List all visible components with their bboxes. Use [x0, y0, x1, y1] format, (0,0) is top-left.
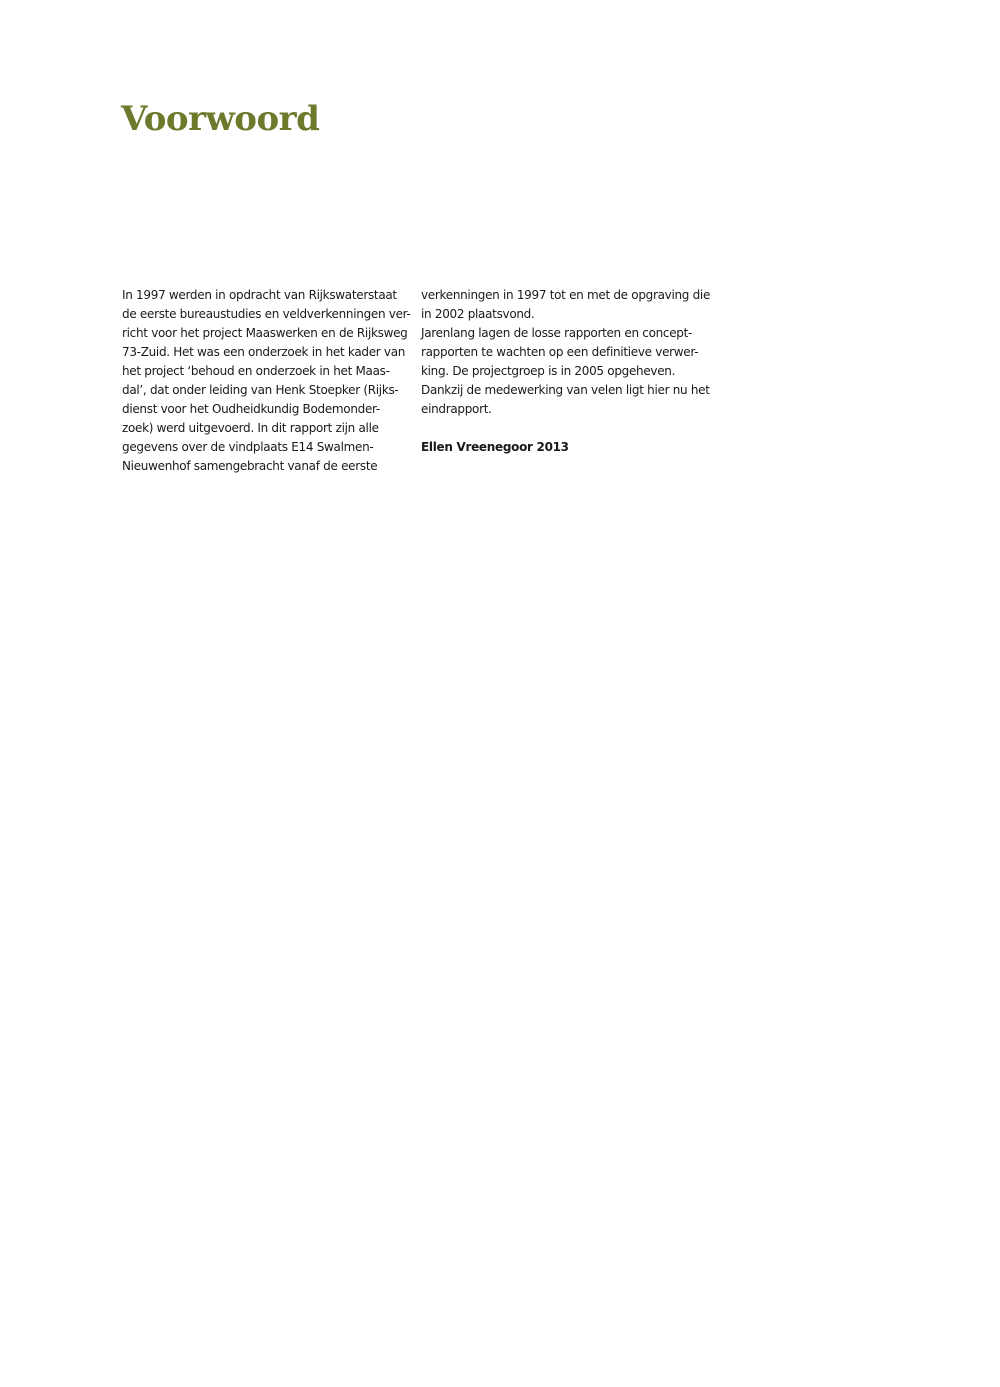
text-line: dal’, dat onder leiding van Henk Stoepker (Rijks- — [122, 383, 399, 397]
text-line: Jarenlang lagen de losse rapporten en concept- — [421, 326, 693, 340]
text-column-left — [122, 286, 411, 476]
page-title: Voorwoord — [121, 99, 320, 139]
text-line: verkenningen in 1997 tot en met de opgraving die — [421, 288, 711, 302]
text-line: In 1997 werden in opdracht van Rijkswaterstaat — [122, 288, 397, 302]
text-line: Dankzij de medewerking van velen ligt hier nu het — [421, 383, 710, 397]
text-line: het project ‘behoud en onderzoek in het Maas- — [122, 364, 390, 378]
text-line: 73-Zuid. Het was een onderzoek in het kader van — [122, 345, 406, 359]
paragraph-gap — [421, 419, 706, 438]
text-line: richt voor het project Maaswerken en de Rijksweg — [122, 326, 408, 340]
text-line: rapporten te wachten op een definitieve verwer- — [421, 345, 699, 359]
text-column-right — [421, 286, 711, 457]
text-line: gegevens over de vindplaats E14 Swalmen- — [122, 440, 374, 454]
text-line: eindrapport. — [421, 402, 492, 416]
author-signature: Ellen Vreenegoor 2013 — [421, 440, 569, 454]
text-line: king. De projectgroep is in 2005 opgeheven. — [421, 364, 676, 378]
text-line: dienst voor het Oudheidkundig Bodemonder- — [122, 402, 380, 416]
text-line: de eerste bureaustudies en veldverkenningen ver- — [122, 307, 411, 321]
text-line: Nieuwenhof samengebracht vanaf de eerste — [122, 459, 378, 473]
text-line: zoek) werd uitgevoerd. In dit rapport zijn alle — [122, 421, 379, 435]
text-line: in 2002 plaatsvond. — [421, 307, 535, 321]
